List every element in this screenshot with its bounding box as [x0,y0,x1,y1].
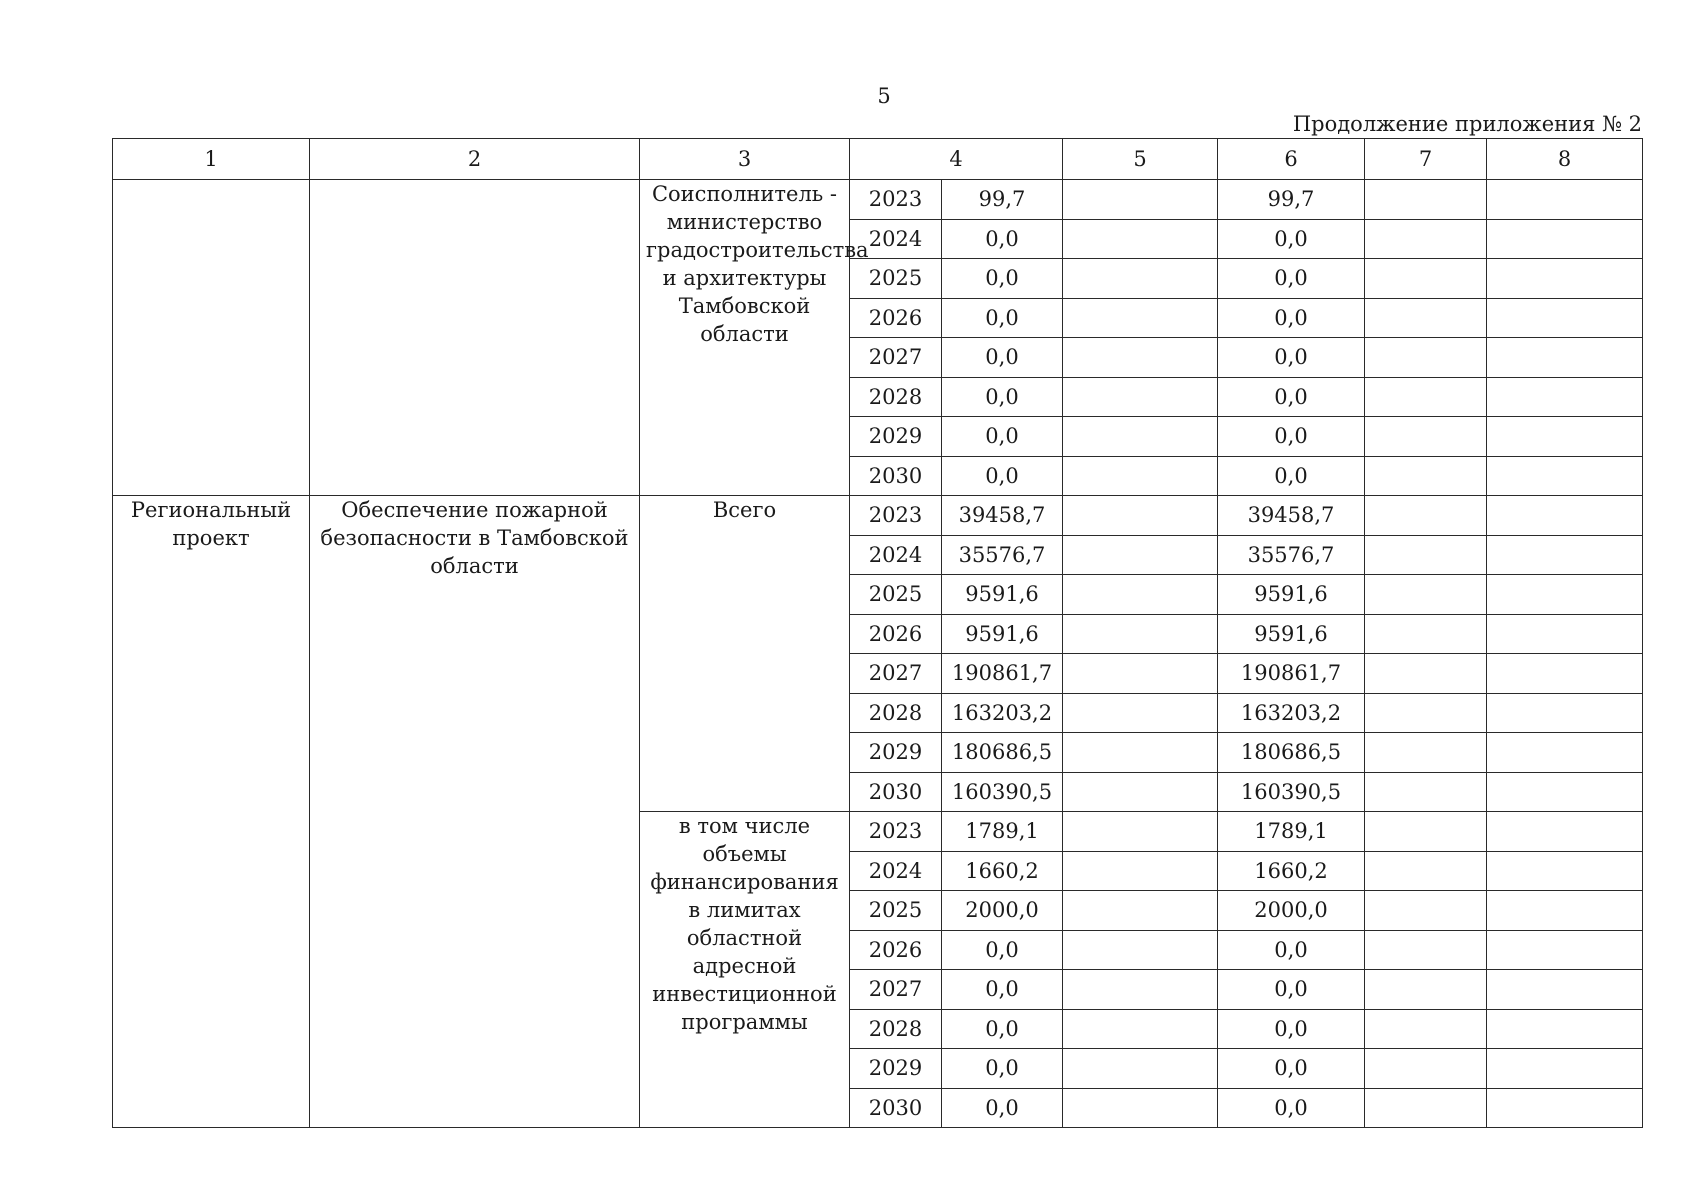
total-value-cell: 35576,7 [942,535,1063,575]
year-cell: 2027 [850,338,942,378]
table-row [113,496,1643,536]
col7-cell [1365,772,1487,812]
col7-cell [1365,259,1487,299]
regional-budget-cell: 99,7 [1218,180,1365,220]
section-type-cell [113,180,310,496]
total-value-cell: 2000,0 [942,891,1063,931]
total-value-cell: 0,0 [942,259,1063,299]
year-cell: 2030 [850,1088,942,1128]
total-value-cell: 180686,5 [942,733,1063,773]
col8-cell [1487,654,1643,694]
total-value-cell: 99,7 [942,180,1063,220]
page-number: 5 [877,84,891,108]
regional-budget-cell: 0,0 [1218,456,1365,496]
col8-cell [1487,298,1643,338]
regional-budget-cell: 1660,2 [1218,851,1365,891]
total-value-cell: 0,0 [942,930,1063,970]
year-cell: 2026 [850,614,942,654]
col8-cell [1487,693,1643,733]
col8-cell [1487,259,1643,299]
col5-cell [1063,693,1218,733]
year-cell: 2024 [850,851,942,891]
regional-budget-cell: 0,0 [1218,930,1365,970]
regional-budget-cell: 0,0 [1218,1049,1365,1089]
col5-cell [1063,654,1218,694]
year-cell: 2028 [850,693,942,733]
header-row [113,139,1643,180]
regional-budget-cell: 0,0 [1218,219,1365,259]
col8-cell [1487,575,1643,615]
regional-budget-cell: 0,0 [1218,1088,1365,1128]
total-value-cell: 0,0 [942,298,1063,338]
total-value-cell: 39458,7 [942,496,1063,536]
col7-cell [1365,930,1487,970]
col8-cell [1487,219,1643,259]
table-body [113,180,1643,1128]
year-cell: 2026 [850,930,942,970]
col8-cell [1487,891,1643,931]
col7-cell [1365,575,1487,615]
col7-cell [1365,970,1487,1010]
year-cell: 2028 [850,1009,942,1049]
col7-cell [1365,180,1487,220]
year-cell: 2025 [850,259,942,299]
regional-budget-cell: 180686,5 [1218,733,1365,773]
total-value-cell: 0,0 [942,1049,1063,1089]
regional-budget-cell: 160390,5 [1218,772,1365,812]
col7-cell [1365,614,1487,654]
total-value-cell: 9591,6 [942,575,1063,615]
regional-budget-cell: 0,0 [1218,417,1365,457]
year-cell: 2030 [850,456,942,496]
col5-cell [1063,614,1218,654]
header-col-4: 4 [850,139,1063,180]
total-value-cell: 163203,2 [942,693,1063,733]
col5-cell [1063,772,1218,812]
col8-cell [1487,377,1643,417]
regional-budget-cell: 163203,2 [1218,693,1365,733]
col5-cell [1063,575,1218,615]
regional-budget-cell: 35576,7 [1218,535,1365,575]
total-value-cell: 0,0 [942,377,1063,417]
col7-cell [1365,535,1487,575]
col5-cell [1063,930,1218,970]
col5-cell [1063,417,1218,457]
col5-cell [1063,1009,1218,1049]
header-col-3: 3 [640,139,850,180]
section-name-cell: Обеспечение пожарной безопасности в Тамбовской области [310,496,640,1128]
col7-cell [1365,693,1487,733]
col5-cell [1063,456,1218,496]
col7-cell [1365,654,1487,694]
col8-cell [1487,1088,1643,1128]
col8-cell [1487,180,1643,220]
year-cell: 2024 [850,535,942,575]
col8-cell [1487,930,1643,970]
col7-cell [1365,298,1487,338]
header-col-6: 6 [1218,139,1365,180]
total-value-cell: 0,0 [942,456,1063,496]
col5-cell [1063,733,1218,773]
regional-budget-cell: 9591,6 [1218,575,1365,615]
total-value-cell: 0,0 [942,1088,1063,1128]
col7-cell [1365,733,1487,773]
regional-budget-cell: 0,0 [1218,377,1365,417]
col5-cell [1063,298,1218,338]
header-col-5: 5 [1063,139,1218,180]
section-name-cell [310,180,640,496]
col5-cell [1063,377,1218,417]
col8-cell [1487,1049,1643,1089]
regional-budget-cell: 2000,0 [1218,891,1365,931]
col5-cell [1063,891,1218,931]
col8-cell [1487,417,1643,457]
year-cell: 2029 [850,1049,942,1089]
total-value-cell: 0,0 [942,417,1063,457]
col5-cell [1063,338,1218,378]
total-value-cell: 160390,5 [942,772,1063,812]
regional-budget-cell: 0,0 [1218,1009,1365,1049]
col7-cell [1365,496,1487,536]
year-cell: 2027 [850,654,942,694]
col8-cell [1487,1009,1643,1049]
header-col-8: 8 [1487,139,1643,180]
col8-cell [1487,535,1643,575]
total-value-cell: 1660,2 [942,851,1063,891]
regional-budget-cell: 9591,6 [1218,614,1365,654]
col7-cell [1365,891,1487,931]
regional-budget-cell: 1789,1 [1218,812,1365,852]
year-cell: 2023 [850,496,942,536]
col5-cell [1063,496,1218,536]
year-cell: 2027 [850,970,942,1010]
col8-cell [1487,970,1643,1010]
total-value-cell: 9591,6 [942,614,1063,654]
funding-source-cell: в том числе объемы финансирования в лимитах областной адресной инвестиционной программы [640,812,850,1128]
section-type-cell: Региональный проект [113,496,310,1128]
table-row [113,180,1643,220]
col8-cell [1487,812,1643,852]
year-cell: 2024 [850,219,942,259]
year-cell: 2029 [850,417,942,457]
year-cell: 2026 [850,298,942,338]
year-cell: 2025 [850,891,942,931]
col5-cell [1063,812,1218,852]
col8-cell [1487,338,1643,378]
col8-cell [1487,772,1643,812]
year-cell: 2028 [850,377,942,417]
col7-cell [1365,417,1487,457]
col5-cell [1063,259,1218,299]
col7-cell [1365,1088,1487,1128]
funding-source-cell: Всего [640,496,850,812]
col8-cell [1487,733,1643,773]
regional-budget-cell: 0,0 [1218,970,1365,1010]
col5-cell [1063,851,1218,891]
col7-cell [1365,1049,1487,1089]
col7-cell [1365,812,1487,852]
header-col-2: 2 [310,139,640,180]
total-value-cell: 190861,7 [942,654,1063,694]
year-cell: 2030 [850,772,942,812]
col8-cell [1487,456,1643,496]
total-value-cell: 0,0 [942,219,1063,259]
col7-cell [1365,377,1487,417]
funding-source-cell: Соисполнитель - министерство градостроительства и архитектуры Тамбовской области [640,180,850,496]
col8-cell [1487,496,1643,536]
regional-budget-cell: 0,0 [1218,298,1365,338]
col7-cell [1365,456,1487,496]
year-cell: 2029 [850,733,942,773]
col7-cell [1365,219,1487,259]
col7-cell [1365,338,1487,378]
col7-cell [1365,851,1487,891]
header-col-1: 1 [113,139,310,180]
col5-cell [1063,970,1218,1010]
year-cell: 2023 [850,812,942,852]
year-cell: 2023 [850,180,942,220]
regional-budget-cell: 0,0 [1218,338,1365,378]
regional-budget-cell: 0,0 [1218,259,1365,299]
col5-cell [1063,219,1218,259]
total-value-cell: 0,0 [942,1009,1063,1049]
col5-cell [1063,535,1218,575]
col8-cell [1487,614,1643,654]
regional-budget-cell: 39458,7 [1218,496,1365,536]
col7-cell [1365,1009,1487,1049]
year-cell: 2025 [850,575,942,615]
col8-cell [1487,851,1643,891]
total-value-cell: 0,0 [942,970,1063,1010]
total-value-cell: 0,0 [942,338,1063,378]
col5-cell [1063,1049,1218,1089]
col5-cell [1063,180,1218,220]
continuation-note: Продолжение приложения № 2 [1292,112,1642,136]
total-value-cell: 1789,1 [942,812,1063,852]
header-col-7: 7 [1365,139,1487,180]
financing-table [112,138,1643,1128]
col5-cell [1063,1088,1218,1128]
regional-budget-cell: 190861,7 [1218,654,1365,694]
